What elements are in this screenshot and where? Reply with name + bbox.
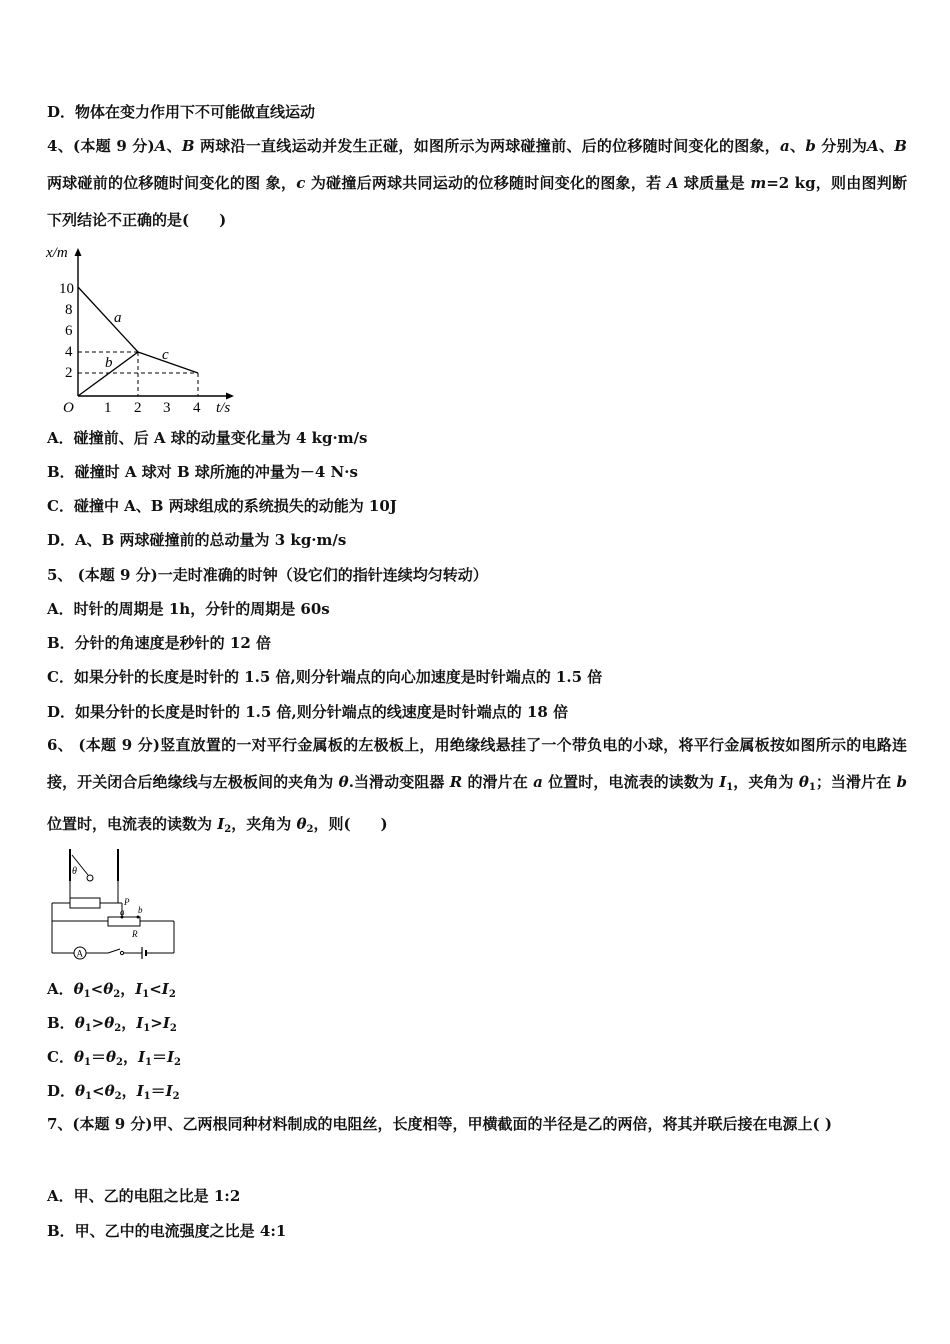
q5-option-d: D．如果分针的长度是时针的 1.5 倍,则分针端点的线速度是时针端点的 18 倍 — [47, 703, 569, 721]
line-a — [78, 287, 138, 352]
q4-option-a: A．碰撞前、后 A 球的动量变化量为 4 kg·m/s — [47, 429, 368, 447]
q3-option-d: D．物体在变力作用下不可能做直线运动 — [47, 103, 316, 121]
x-tick-3: 3 — [163, 400, 171, 416]
x-tick-4: 4 — [193, 400, 201, 416]
q4-option-b: B．碰撞时 A 球对 B 球所施的冲量为－4 N·s — [47, 463, 358, 481]
y-tick-4: 4 — [65, 344, 73, 360]
point-b — [137, 916, 140, 919]
switch-contact — [120, 951, 123, 954]
q6-option-a: A．$\theta_1<\theta_2$，$I_1<I_2$ — [47, 980, 176, 1000]
q7-option-a: A．甲、乙的电阻之比是 1:2 — [47, 1187, 241, 1205]
y-tick-10: 10 — [59, 281, 74, 297]
q6-stem: 6、 (本题 9 分)竖直放置的一对平行金属板的左极板上，用绝缘线悬挂了一个带负电的小球，将平行金属板按如图所示的电路连接，开关闭合后绝缘线与左极板间的夹角为 θ.当滑动变阻器 R 的滑片在 a 位置时，电流表的读数为 $I_1$，夹角为 $\theta_1$；当滑片在 b 位置时，电流表的读数为 $I_2$，夹角为 $\theta_2$，则( ) — [47, 736, 907, 835]
label-c: c — [162, 347, 169, 363]
rheostat-r — [108, 917, 140, 926]
label-a: a — [114, 310, 122, 326]
q4-stem: 4、(本题 9 分)A、B 两球沿一直线运动并发生正碰，如图所示为两球碰撞前、后的位移随时间变化的图象，a、b 分别为A、B 两球碰前的位移随时间变化的图 象，c 为碰撞后两球共同运动的位移随时间变化的图象，若 A 球质量是 m=2 kg，则由图判断下列结论不正确的是( ) — [47, 137, 907, 229]
a-label: a — [120, 907, 125, 917]
x-axis-label: t/s — [216, 400, 231, 416]
theta-label: θ — [72, 866, 77, 877]
y-axis-arrow — [75, 248, 82, 256]
x-tick-1: 1 — [104, 400, 112, 416]
b-label: b — [138, 905, 143, 915]
q5-option-a: A．时针的周期是 1h，分针的周期是 60s — [47, 600, 330, 618]
origin-label: O — [63, 400, 74, 416]
q4-option-c: C．碰撞中 A、B 两球组成的系统损失的动能为 10J — [47, 497, 397, 515]
q4-position-time-graph — [44, 240, 244, 418]
y-tick-2: 2 — [65, 365, 73, 381]
y-tick-6: 6 — [65, 323, 73, 339]
x-axis-arrow — [226, 393, 234, 400]
y-tick-8: 8 — [65, 302, 73, 318]
fixed-resistor — [70, 898, 100, 908]
q5-option-c: C．如果分针的长度是时针的 1.5 倍,则分针端点的向心加速度是时针端点的 1.5 倍 — [47, 668, 603, 686]
q6-option-b: B．$\theta_1>\theta_2$，$I_1>I_2$ — [47, 1014, 177, 1034]
q5-option-b: B．分针的角速度是秒针的 12 倍 — [47, 634, 271, 652]
q5-stem: 5、 (本题 9 分)一走时准确的时钟（设它们的指针连续均匀转动） — [47, 566, 488, 584]
x-tick-2: 2 — [134, 400, 142, 416]
y-axis-label: x/m — [46, 245, 68, 261]
q7-stem: 7、(本题 9 分)甲、乙两根同种材料制成的电阻丝，长度相等，甲横截面的半径是乙的两倍，将其并联后接在电源上( ) — [47, 1115, 832, 1133]
q6-option-d: D．$\theta_1<\theta_2$，$I_1=I_2$ — [47, 1082, 180, 1102]
switch — [108, 949, 120, 953]
charged-ball — [87, 875, 93, 881]
p-label: P — [124, 897, 130, 907]
r-label: R — [132, 929, 138, 939]
q6-option-c: C．$\theta_1=\theta_2$，$I_1=I_2$ — [47, 1048, 181, 1068]
label-b: b — [105, 355, 113, 371]
q6-circuit-diagram — [44, 843, 184, 963]
q7-option-b: B．甲、乙中的电流强度之比是 4:1 — [47, 1222, 287, 1240]
q4-option-d: D．A、B 两球碰撞前的总动量为 3 kg·m/s — [47, 531, 347, 549]
ammeter-label: A — [76, 948, 83, 959]
